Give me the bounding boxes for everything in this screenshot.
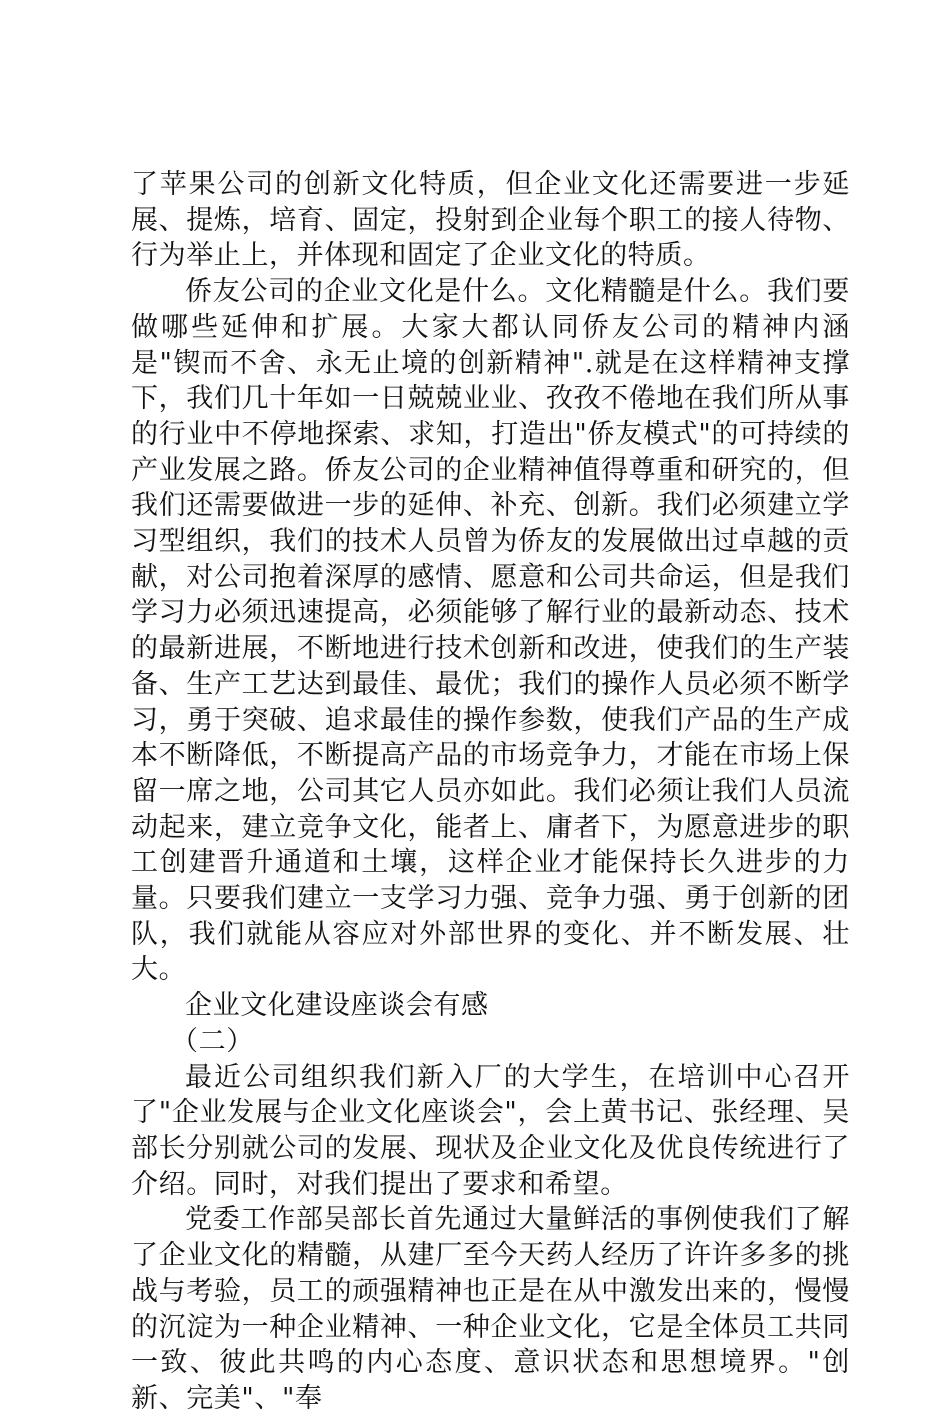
section-number: （二）: [171, 1025, 254, 1057]
paragraph-company-culture: 侨友公司的企业文化是什么。文化精髓是什么。我们要做哪些延伸和扩展。大家大都认同侨友公司的精神内涵是"锲而不舍、永无止境的创新精神".就是在这样精神支撑下，我们几十年如一日兢兢业业、孜孜不倦地在我们所从事的行业中不停地探索、求知，打造出"侨友模式"的可持续的产业发展之路。侨友公司的企业精神值得尊重和研究的，但我们还需要做进一步的延伸、补充、创新。我们必须建立学习型组织，我们的技术人员曾为侨友的发展做出过卓越的贡献，对公司抱着深厚的感情、愿意和公司共命运，但是我们学习力必须迅速提高，必须能够了解行业的最新动态、技术的最新进展，不断地进行技术创新和改进，使我们的生产装备、生产工艺达到最佳、最优；我们的操作人员必须不断学习，勇于突破、追求最佳的操作参数，使我们产品的生产成本不断降低，不断提高产品的市场竞争力，才能在市场上保留一席之地，公司其它人员亦如此。我们必须让我们人员流动起来，建立竞争文化，能者上、庸者下，为愿意进步的职工创建晋升通道和土壤，这样企业才能保持长久进步的力量。只要我们建立一支学习力强、竞争力强、勇于创新的团队，我们就能从容应对外部世界的变化、并不断发展、壮大。: [131, 276, 850, 986]
paragraph-culture-essence: 党委工作部吴部长首先通过大量鲜活的事例使我们了解了企业文化的精髓，从建厂至今天药人经历了许许多多的挑战与考验，员工的顽强精神也正是在从中激发出来的，慢慢的沉淀为一种企业精神、一种企业文化，它是全体员工共同一致、彼此共鸣的内心态度、意识状态和思想境界。"创新、完美"、"奉: [131, 1204, 850, 1414]
paragraph-seminar: 最近公司组织我们新入厂的大学生，在培训中心召开了"企业发展与企业文化座谈会"，会上黄书记、张经理、吴部长分别就公司的发展、现状及企业文化及优良传统进行了介绍。同时，对我们提出了要求和希望。: [131, 1061, 850, 1200]
paragraph-continuation: 了苹果公司的创新文化特质，但企业文化还需要进一步延展、提炼，培育、固定，投射到企业每个职工的接人待物、行为举止上，并体现和固定了企业文化的特质。: [131, 169, 850, 272]
section-heading: 企业文化建设座谈会有感: [185, 990, 489, 1022]
document-body: [131, 167, 850, 1417]
